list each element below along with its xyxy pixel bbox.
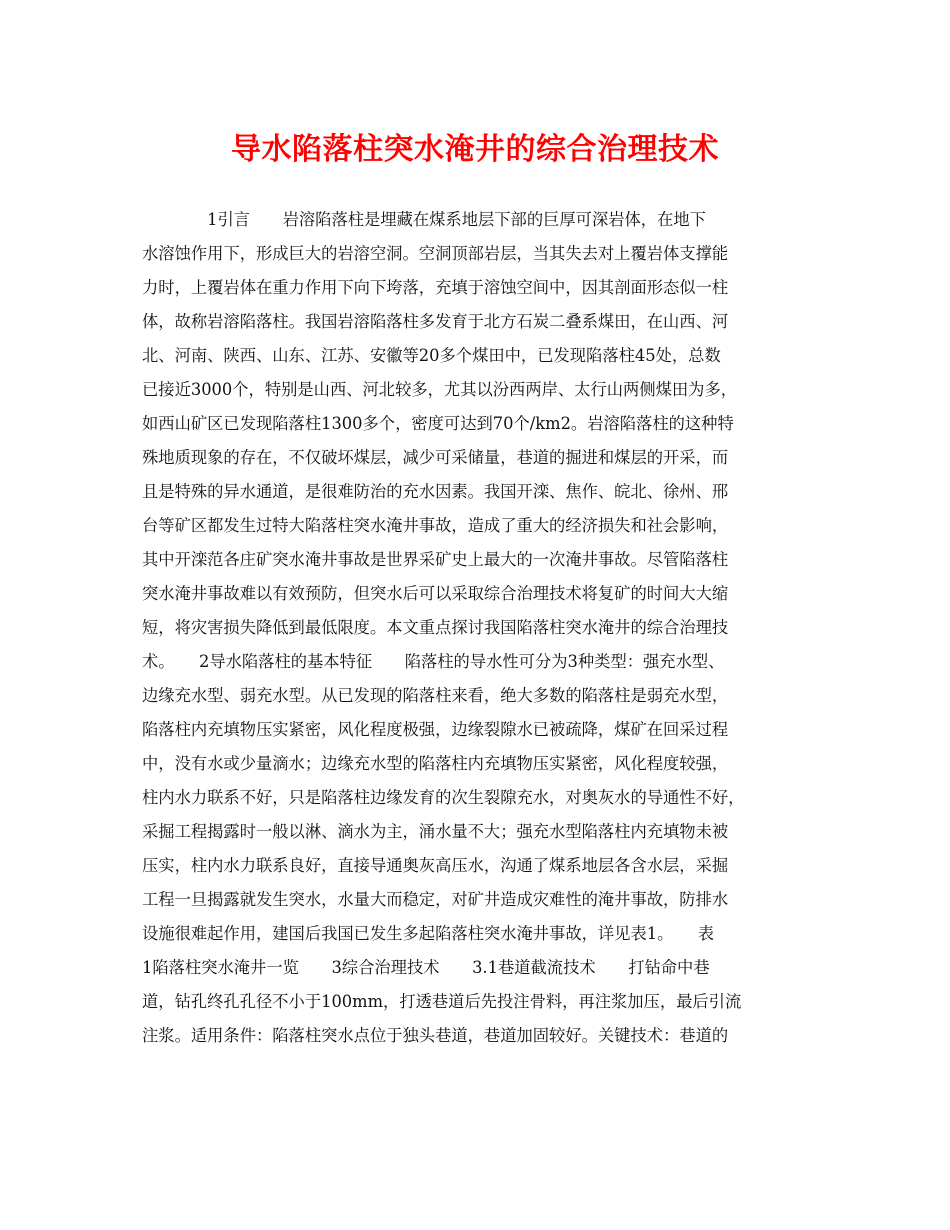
body-line: 北、河南、陕西、山东、江苏、安徽等20多个煤田中，已发现陷落柱45处，总数	[142, 346, 721, 365]
body-line: 体，故称岩溶陷落柱。我国岩溶陷落柱多发育于北方石炭二叠系煤田，在山西、河	[142, 312, 729, 331]
body-line: 工程一旦揭露就发生突水，水量大而稳定，对矿井造成灾难性的淹井事故，防排水	[142, 890, 729, 909]
body-line: 且是特殊的异水通道，是很难防治的充水因素。我国开滦、焦作、皖北、徐州、邢	[142, 482, 729, 501]
body-line: 设施很难起作用，建国后我国已发生多起陷落柱突水淹井事故，详见表1。 表	[142, 924, 715, 943]
body-line: 柱内水力联系不好，只是陷落柱边缘发育的次生裂隙充水，对奥灰水的导通性不好，	[142, 788, 745, 807]
body-line: 边缘充水型、弱充水型。从已发现的陷落柱来看，绝大多数的陷落柱是弱充水型，	[142, 686, 729, 705]
body-line: 力时，上覆岩体在重力作用下向下垮落，充填于溶蚀空间中，因其剖面形态似一柱	[142, 278, 729, 297]
body-line: 如西山矿区已发现陷落柱1300多个，密度可达到70个/km2。岩溶陷落柱的这种特	[142, 414, 734, 433]
body-line: 短，将灾害损失降低到最低限度。本文重点探讨我国陷落柱突水淹井的综合治理技	[142, 618, 729, 637]
body-line: 殊地质现象的存在，不仅破坏煤层，减少可采储量，巷道的掘进和煤层的开采，而	[142, 448, 729, 467]
body-line: 术。 2导水陷落柱的基本特征 陷落柱的导水性可分为3种类型：强充水型、	[142, 652, 725, 671]
body-line: 水溶蚀作用下，形成巨大的岩溶空洞。空洞顶部岩层，当其失去对上覆岩体支撑能	[142, 244, 729, 263]
document-body	[142, 203, 832, 1053]
body-line: 1引言 岩溶陷落柱是埋藏在煤系地层下部的巨厚可深岩体，在地下	[142, 210, 706, 229]
body-line: 注浆。适用条件：陷落柱突水点位于独头巷道，巷道加固较好。关键技术：巷道的	[142, 1026, 729, 1045]
body-line: 中，没有水或少量滴水；边缘充水型的陷落柱内充填物压实紧密，风化程度较强，	[142, 754, 729, 773]
body-line: 台等矿区都发生过特大陷落柱突水淹井事故，造成了重大的经济损失和社会影响，	[142, 516, 729, 535]
document-title: 导水陷落柱突水淹井的综合治理技术	[231, 132, 719, 167]
body-line: 已接近3000个，特别是山西、河北较多，尤其以汾西两岸、太行山两侧煤田为多，	[142, 380, 738, 399]
body-line: 陷落柱内充填物压实紧密，风化程度极强，边缘裂隙水已被疏降，煤矿在回采过程	[142, 720, 729, 739]
body-line: 突水淹井事故难以有效预防，但突水后可以采取综合治理技术将复矿的时间大大缩	[142, 584, 729, 603]
body-line: 采掘工程揭露时一般以淋、滴水为主，涌水量不大；强充水型陷落柱内充填物未被	[142, 822, 729, 841]
body-line: 压实，柱内水力联系良好，直接导通奥灰高压水，沟通了煤系地层各含水层，采掘	[142, 856, 729, 875]
body-line: 其中开滦范各庄矿突水淹井事故是世界采矿史上最大的一次淹井事故。尽管陷落柱	[142, 550, 729, 569]
body-line: 1陷落柱突水淹井一览 3综合治理技术 3.1巷道截流技术 打钻命中巷	[142, 958, 710, 977]
body-line: 道，钻孔终孔孔径不小于100mm，打透巷道后先投注骨料，再注浆加压，最后引流	[142, 992, 742, 1011]
